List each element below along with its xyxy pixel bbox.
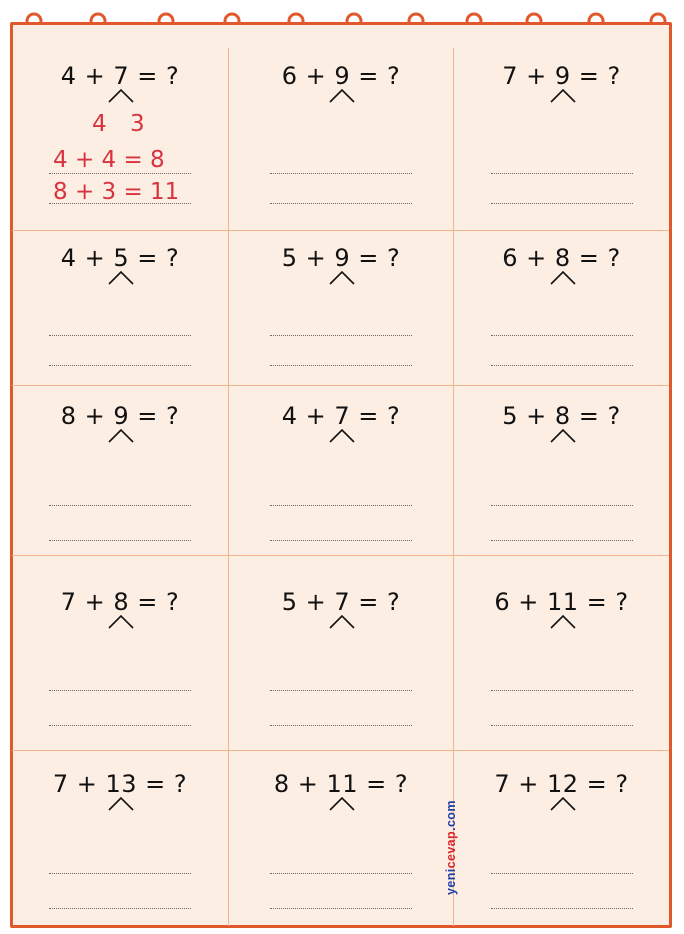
answer-line[interactable] bbox=[491, 908, 633, 909]
example-step-1: 4 + 4 = 8 bbox=[53, 147, 165, 173]
answer-line[interactable] bbox=[491, 505, 633, 506]
addend-a: 7 bbox=[502, 62, 518, 90]
plus-sign: + bbox=[526, 402, 547, 430]
question-mark: ? bbox=[387, 402, 401, 430]
addend-a: 8 bbox=[60, 402, 77, 430]
addend-b: 11 bbox=[326, 770, 358, 798]
split-arrow bbox=[329, 271, 355, 285]
question-mark: ? bbox=[387, 244, 401, 272]
row-divider bbox=[12, 230, 669, 231]
plus-sign: + bbox=[305, 62, 327, 90]
answer-line[interactable] bbox=[49, 873, 191, 874]
question-mark: ? bbox=[387, 588, 401, 616]
equation bbox=[12, 402, 228, 430]
addend-b: 13 bbox=[105, 770, 137, 798]
equation bbox=[12, 588, 228, 616]
equals-sign: = bbox=[358, 588, 379, 616]
addend-a: 4 bbox=[60, 244, 77, 272]
row-divider bbox=[12, 750, 669, 751]
question-mark: ? bbox=[615, 588, 629, 616]
addend-a: 7 bbox=[52, 770, 69, 798]
answer-line[interactable] bbox=[491, 365, 633, 366]
plus-sign: + bbox=[526, 62, 547, 90]
answer-line[interactable] bbox=[270, 873, 412, 874]
split-arrow bbox=[329, 797, 355, 811]
plus-sign: + bbox=[84, 588, 106, 616]
answer-line[interactable] bbox=[270, 908, 412, 909]
answer-line[interactable] bbox=[270, 365, 412, 366]
equals-sign: = bbox=[366, 770, 387, 798]
addend-b: 7 bbox=[113, 62, 129, 90]
equals-sign: = bbox=[137, 588, 158, 616]
addend-b: 9 bbox=[555, 62, 571, 90]
split-arrow bbox=[550, 89, 576, 103]
question-mark: ? bbox=[166, 588, 180, 616]
answer-line[interactable] bbox=[49, 505, 191, 506]
equals-sign: = bbox=[358, 62, 379, 90]
equation bbox=[454, 244, 669, 272]
equals-sign: = bbox=[578, 62, 600, 90]
answer-line[interactable] bbox=[491, 173, 633, 174]
answer-line[interactable] bbox=[491, 725, 633, 726]
equation bbox=[229, 770, 453, 798]
example-split-left: 4 bbox=[92, 111, 107, 137]
equation bbox=[229, 62, 453, 90]
plus-sign: + bbox=[526, 244, 547, 272]
answer-line[interactable] bbox=[270, 335, 412, 336]
addend-b: 8 bbox=[555, 244, 571, 272]
answer-line[interactable] bbox=[49, 365, 191, 366]
equals-sign: = bbox=[145, 770, 166, 798]
addend-a: 6 bbox=[502, 244, 518, 272]
split-arrow bbox=[108, 271, 134, 285]
split-arrow bbox=[550, 429, 576, 443]
plus-sign: + bbox=[297, 770, 319, 798]
answer-line[interactable] bbox=[270, 725, 412, 726]
addend-a: 8 bbox=[273, 770, 290, 798]
addend-b: 7 bbox=[334, 402, 350, 430]
addend-b: 12 bbox=[547, 770, 579, 798]
question-mark: ? bbox=[173, 770, 188, 798]
answer-line[interactable] bbox=[491, 203, 633, 204]
plus-sign: + bbox=[84, 62, 106, 90]
addend-b: 8 bbox=[113, 588, 129, 616]
equation bbox=[12, 244, 228, 272]
answer-line[interactable] bbox=[270, 540, 412, 541]
equals-sign: = bbox=[358, 244, 379, 272]
question-mark: ? bbox=[615, 770, 629, 798]
addend-a: 5 bbox=[281, 244, 298, 272]
split-arrow bbox=[329, 429, 355, 443]
plus-sign: + bbox=[518, 588, 539, 616]
plus-sign: + bbox=[305, 244, 327, 272]
question-mark: ? bbox=[387, 62, 401, 90]
equation bbox=[229, 402, 453, 430]
answer-line[interactable] bbox=[491, 690, 633, 691]
split-arrow bbox=[550, 615, 576, 629]
addend-b: 9 bbox=[334, 244, 350, 272]
split-arrow bbox=[550, 271, 576, 285]
answer-line[interactable] bbox=[491, 540, 633, 541]
equals-sign: = bbox=[586, 588, 608, 616]
question-mark: ? bbox=[166, 244, 180, 272]
row-divider bbox=[12, 385, 669, 386]
split-arrow bbox=[550, 797, 576, 811]
addend-a: 6 bbox=[281, 62, 298, 90]
addend-a: 7 bbox=[60, 588, 77, 616]
addend-b: 7 bbox=[334, 588, 350, 616]
answer-line[interactable] bbox=[270, 690, 412, 691]
equals-sign: = bbox=[578, 244, 600, 272]
addend-b: 9 bbox=[113, 402, 129, 430]
plus-sign: + bbox=[84, 402, 106, 430]
question-mark: ? bbox=[166, 402, 180, 430]
split-arrow bbox=[329, 615, 355, 629]
addend-a: 6 bbox=[494, 588, 511, 616]
split-arrow bbox=[108, 89, 134, 103]
question-mark: ? bbox=[607, 244, 621, 272]
answer-line[interactable] bbox=[491, 873, 633, 874]
equals-sign: = bbox=[137, 244, 158, 272]
answer-line[interactable] bbox=[270, 173, 412, 174]
answer-line[interactable] bbox=[270, 203, 412, 204]
plus-sign: + bbox=[76, 770, 98, 798]
addend-a: 7 bbox=[494, 770, 511, 798]
split-arrow bbox=[108, 429, 134, 443]
answer-line[interactable] bbox=[49, 908, 191, 909]
addend-a: 4 bbox=[281, 402, 298, 430]
addend-b: 8 bbox=[555, 402, 571, 430]
equation bbox=[454, 588, 669, 616]
plus-sign: + bbox=[84, 244, 106, 272]
equals-sign: = bbox=[137, 62, 158, 90]
equation bbox=[229, 244, 453, 272]
addend-b: 9 bbox=[334, 62, 350, 90]
plus-sign: + bbox=[305, 402, 327, 430]
answer-line[interactable] bbox=[49, 725, 191, 726]
answer-line[interactable] bbox=[49, 540, 191, 541]
watermark: yenicevap.com bbox=[444, 800, 458, 895]
equals-sign: = bbox=[358, 402, 379, 430]
equation bbox=[12, 62, 228, 90]
split-arrow bbox=[108, 615, 134, 629]
split-arrow bbox=[108, 797, 134, 811]
addend-b: 5 bbox=[113, 244, 129, 272]
equation bbox=[454, 402, 669, 430]
equation bbox=[229, 588, 453, 616]
addend-a: 5 bbox=[281, 588, 298, 616]
equals-sign: = bbox=[586, 770, 608, 798]
plus-sign: + bbox=[305, 588, 327, 616]
plus-sign: + bbox=[518, 770, 539, 798]
example-step-2: 8 + 3 = 11 bbox=[53, 179, 180, 205]
question-mark: ? bbox=[607, 402, 621, 430]
question-mark: ? bbox=[394, 770, 409, 798]
question-mark: ? bbox=[607, 62, 621, 90]
addend-b: 11 bbox=[547, 588, 579, 616]
equals-sign: = bbox=[578, 402, 600, 430]
equation bbox=[12, 770, 228, 798]
addend-a: 4 bbox=[60, 62, 77, 90]
question-mark: ? bbox=[166, 62, 180, 90]
example-split-right: 3 bbox=[130, 111, 145, 137]
split-arrow bbox=[329, 89, 355, 103]
equation bbox=[454, 62, 669, 90]
equation bbox=[454, 770, 669, 798]
equals-sign: = bbox=[137, 402, 158, 430]
answer-line[interactable] bbox=[491, 335, 633, 336]
answer-line[interactable] bbox=[49, 335, 191, 336]
row-divider bbox=[12, 555, 669, 556]
answer-line[interactable] bbox=[270, 505, 412, 506]
answer-line[interactable] bbox=[49, 690, 191, 691]
answer-line[interactable] bbox=[49, 173, 191, 174]
addend-a: 5 bbox=[502, 402, 518, 430]
